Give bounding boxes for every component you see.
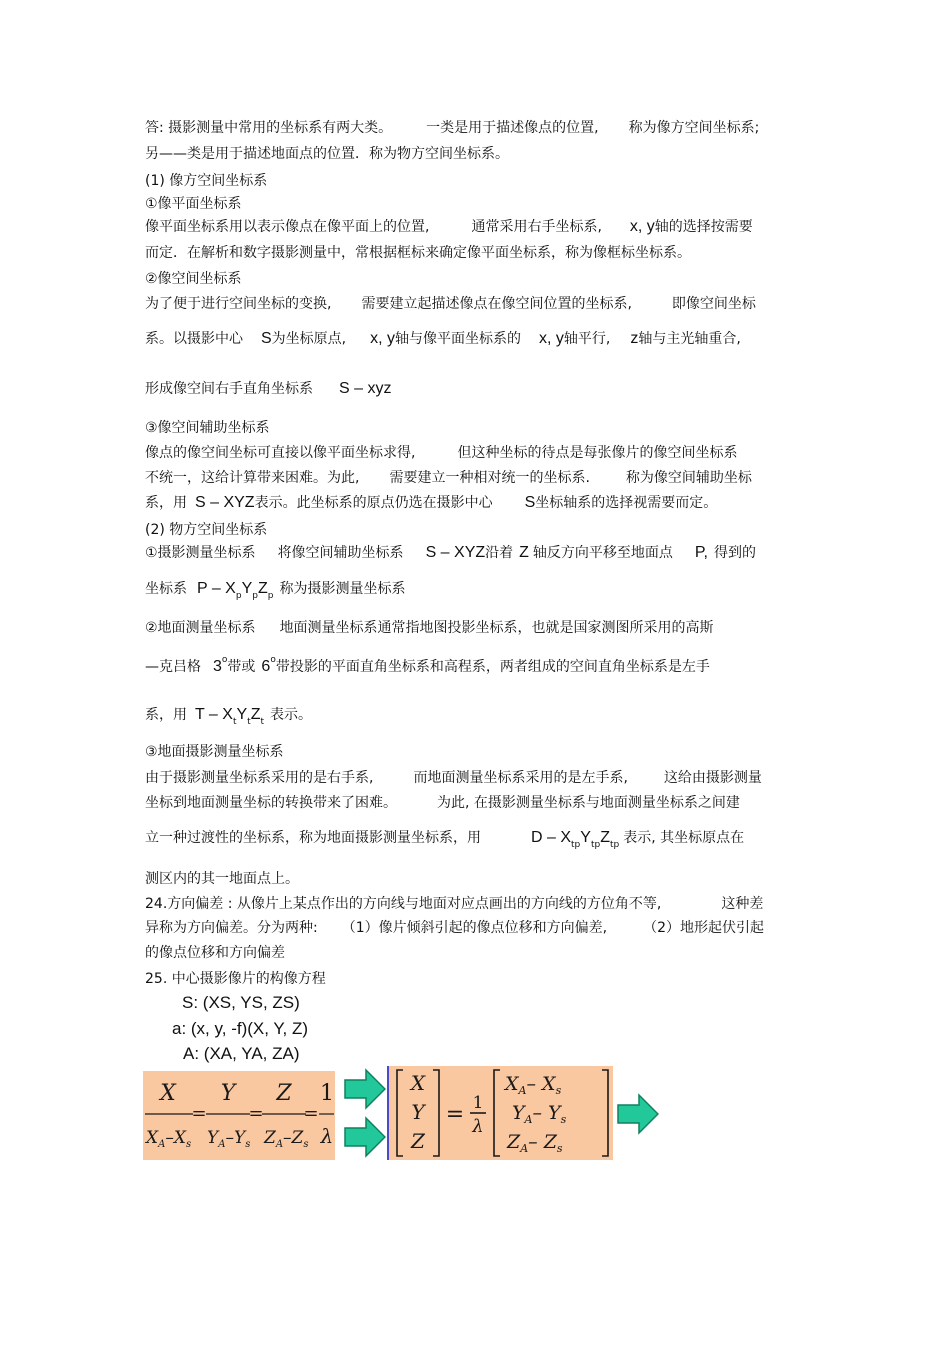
- paragraph-line: [145, 895, 763, 913]
- text: 但这种坐标的待点是每张像片的像空间坐标系: [457, 445, 738, 461]
- equals-sign: =: [303, 1103, 319, 1124]
- paragraph-line: [145, 919, 764, 937]
- text: 表示。此坐标系的原点仍选在摄影中心: [254, 495, 493, 511]
- text: 像点的像空间坐标可直接以像平面坐标求得,: [145, 445, 416, 461]
- subsection-title: ③地面摄影测量坐标系: [145, 744, 284, 760]
- paragraph-line: [145, 794, 740, 812]
- text: 需要建立起描述像点在像空间位置的坐标系,: [361, 296, 632, 312]
- text: 轴与像平面坐标系的: [395, 331, 522, 347]
- text: ②地面测量坐标系: [145, 620, 256, 636]
- text: （2）地形起伏引起: [643, 920, 764, 936]
- text: 将像空间辅助坐标系: [277, 545, 404, 561]
- text: 形成像空间右手直角坐标系: [145, 381, 313, 397]
- text: Y: [236, 706, 248, 723]
- text: S: [524, 494, 536, 511]
- equation-graphic: [143, 1071, 335, 1160]
- text: 3: [213, 658, 222, 675]
- equation-graphic: [389, 1066, 611, 1160]
- text: 而地面测量坐标系采用的是左手系,: [413, 770, 628, 786]
- text: 表示, 其坐标原点在: [623, 830, 745, 846]
- formula-line: A: (XA, YA, ZA): [183, 1044, 300, 1063]
- text: 表示。: [270, 707, 312, 723]
- text: 带投影的平面直角坐标系和高程系，两者组成的空间直角坐标系是左手: [275, 659, 710, 675]
- text: 地面测量坐标系通常指地图投影坐标系，也就是国家测图所采用的高斯: [279, 620, 714, 636]
- text: 6: [261, 658, 271, 675]
- text: 即像空间坐标: [671, 296, 756, 312]
- text: x, y: [629, 218, 655, 235]
- text: Y: [580, 829, 591, 846]
- text: 轴与主光轴重合,: [638, 331, 741, 347]
- text: 一类是用于描述像点的位置,: [426, 120, 599, 136]
- paragraph-line: [145, 218, 753, 236]
- text: 轴平行,: [563, 331, 611, 347]
- numerator-one: 1: [320, 1081, 334, 1106]
- one: 1: [472, 1093, 484, 1113]
- subscript: tp: [571, 840, 581, 850]
- text: 系，用: [145, 707, 187, 723]
- vector-x: X: [410, 1071, 426, 1095]
- text: Z: [250, 706, 261, 723]
- bracket-right: [433, 1070, 439, 1156]
- text: Y: [241, 580, 253, 597]
- matrix-equation-box: [387, 1066, 613, 1160]
- text: x, y: [539, 330, 564, 347]
- subscript: p: [235, 591, 242, 601]
- paragraph-line: [145, 619, 714, 637]
- vector-y: Y: [411, 1100, 425, 1124]
- matrix-row-1: $X_A-$ $X_s$: [505, 1073, 562, 1097]
- subscript: tp: [609, 840, 620, 850]
- paragraph-line: [145, 380, 391, 398]
- text: 沿着: [485, 545, 514, 561]
- text: 由于摄影测量坐标系采用的是右手系,: [145, 770, 374, 786]
- section-heading: (1) 像方空间坐标系: [145, 173, 268, 189]
- text: 系。以摄影中心: [145, 331, 243, 347]
- paragraph-line: [145, 469, 752, 487]
- paragraph-line: [145, 829, 744, 849]
- text: P,: [694, 544, 708, 561]
- superscript: o: [221, 655, 228, 665]
- text: P – X: [197, 580, 236, 597]
- text: D – X: [531, 829, 572, 846]
- text: 答: 摄影测量中常用的坐标系有两大类。: [145, 120, 393, 136]
- text: S: [261, 330, 272, 347]
- bracket-right: [602, 1070, 608, 1156]
- paragraph-line: 而定．在解析和数字摄影测量中，常根据框标来确定像平面坐标系，称为像框标坐标系。: [145, 245, 691, 261]
- text: 异称为方向偏差。分为两种:: [145, 920, 318, 936]
- text: 系，用: [145, 495, 187, 511]
- vector-z: Z: [411, 1129, 425, 1153]
- text: 不统一，这给计算带来困难。为此,: [145, 470, 360, 486]
- paragraph-line: [145, 580, 405, 600]
- text: 坐标系: [145, 581, 187, 597]
- text: 称为像方空间坐标系;: [628, 120, 760, 136]
- text: （1）像片倾斜引起的像点位移和方向偏差,: [341, 920, 608, 936]
- text: 称为摄影测量坐标系: [279, 581, 406, 597]
- text: S – XYZ: [195, 494, 255, 511]
- right-arrow-icon: [344, 1116, 386, 1158]
- numerator-y: Y: [220, 1081, 236, 1106]
- text: x, y: [370, 330, 396, 347]
- paragraph-line: [145, 544, 756, 562]
- paragraph-line: [145, 655, 710, 678]
- text: 这种差: [721, 896, 764, 912]
- text: 轴的选择按需要: [654, 219, 753, 235]
- formula-line: S: (XS, YS, ZS): [182, 993, 300, 1012]
- formula-line: a: (x, y, -f)(X, Y, Z): [172, 1019, 309, 1038]
- subscript: t: [260, 717, 264, 727]
- text: z: [630, 330, 639, 347]
- numerator-x: X: [160, 1081, 176, 1106]
- text: 称为像空间辅助坐标: [625, 470, 752, 486]
- denominator-x: $X_A-X_s$: [146, 1128, 192, 1150]
- paragraph-line: [145, 444, 737, 462]
- bracket-left: [397, 1070, 403, 1156]
- equals-sign: =: [191, 1103, 207, 1124]
- right-arrow-icon: [617, 1093, 659, 1135]
- text: Z: [257, 580, 268, 597]
- lambda: λ: [472, 1116, 484, 1137]
- text: 为坐标原点,: [271, 331, 347, 347]
- superscript: o: [270, 655, 276, 665]
- text: 得到的: [713, 545, 756, 561]
- text: —克吕格: [145, 659, 201, 675]
- paragraph-line: [145, 330, 741, 348]
- text: 这给由摄影测量: [663, 770, 762, 786]
- text: 立一种过渡性的坐标系，称为地面摄影测量坐标系，用: [145, 830, 481, 846]
- subsection-title: ③像空间辅助坐标系: [145, 420, 270, 436]
- denominator-y: $Y_A-Y_s$: [207, 1128, 251, 1150]
- text: 带或: [227, 659, 256, 675]
- matrix-row-2: $Y_A-$ $Y_s$: [512, 1102, 567, 1126]
- equals-sign: =: [248, 1103, 264, 1124]
- paragraph-line: [145, 706, 312, 726]
- bracket-left: [494, 1070, 500, 1156]
- matrix-row-3: $Z_A-$ $Z_s$: [507, 1131, 563, 1155]
- text: 通常采用右手坐标系,: [471, 219, 602, 235]
- text: 坐标到地面测量坐标的转换带来了困难。: [145, 795, 397, 811]
- section-heading: (2) 物方空间坐标系: [145, 522, 268, 538]
- subsection-title: ①像平面坐标系: [145, 196, 242, 212]
- text: T – X: [195, 706, 233, 723]
- subscript: t: [247, 717, 251, 727]
- denominator-lambda: λ: [320, 1124, 334, 1148]
- text: 为此, 在摄影测量坐标系与地面测量坐标系之间建: [437, 795, 740, 811]
- intro-line-2: 另——类是用于描述地面点的位置．称为物方空间坐标系。: [145, 146, 509, 162]
- text: Z: [519, 544, 529, 561]
- denominator-z: $Z_A-Z_s$: [264, 1128, 309, 1150]
- intro-line-1: [145, 119, 759, 137]
- section-heading: 25. 中心摄影像片的构像方程: [145, 971, 326, 987]
- subscript: t: [232, 717, 237, 727]
- text: 轴反方向平移至地面点: [532, 545, 673, 561]
- text: 需要建立一种相对统一的坐标系.: [389, 470, 590, 486]
- right-arrow-icon: [344, 1068, 386, 1110]
- paragraph-line: [145, 769, 762, 787]
- text: S – xyz: [339, 380, 392, 397]
- equals-sign: =: [445, 1102, 465, 1127]
- subscript: tp: [590, 840, 601, 850]
- text: Z: [600, 829, 610, 846]
- subscript: p: [267, 591, 274, 601]
- subscript: p: [252, 591, 258, 601]
- text: 坐标轴系的选择视需要而定。: [535, 495, 718, 511]
- collinearity-equation-box: [143, 1071, 335, 1160]
- numerator-z: Z: [276, 1081, 292, 1106]
- subsection-title: ②像空间坐标系: [145, 271, 242, 287]
- text: ①摄影测量坐标系: [145, 545, 256, 561]
- paragraph-line: 测区内的其一地面点上。: [145, 871, 299, 887]
- paragraph-line: 的像点位移和方向偏差: [145, 945, 285, 961]
- paragraph-line: [145, 295, 756, 313]
- paragraph-line: [145, 494, 717, 512]
- text: 24.方向偏差 : 从像片上某点作出的方向线与地面对应点画出的方向线的方位角不等,: [145, 896, 662, 912]
- text: S – XYZ: [425, 544, 486, 561]
- text: 像平面坐标系用以表示像点在像平面上的位置,: [145, 219, 430, 235]
- text: 为了便于进行空间坐标的变换,: [145, 296, 332, 312]
